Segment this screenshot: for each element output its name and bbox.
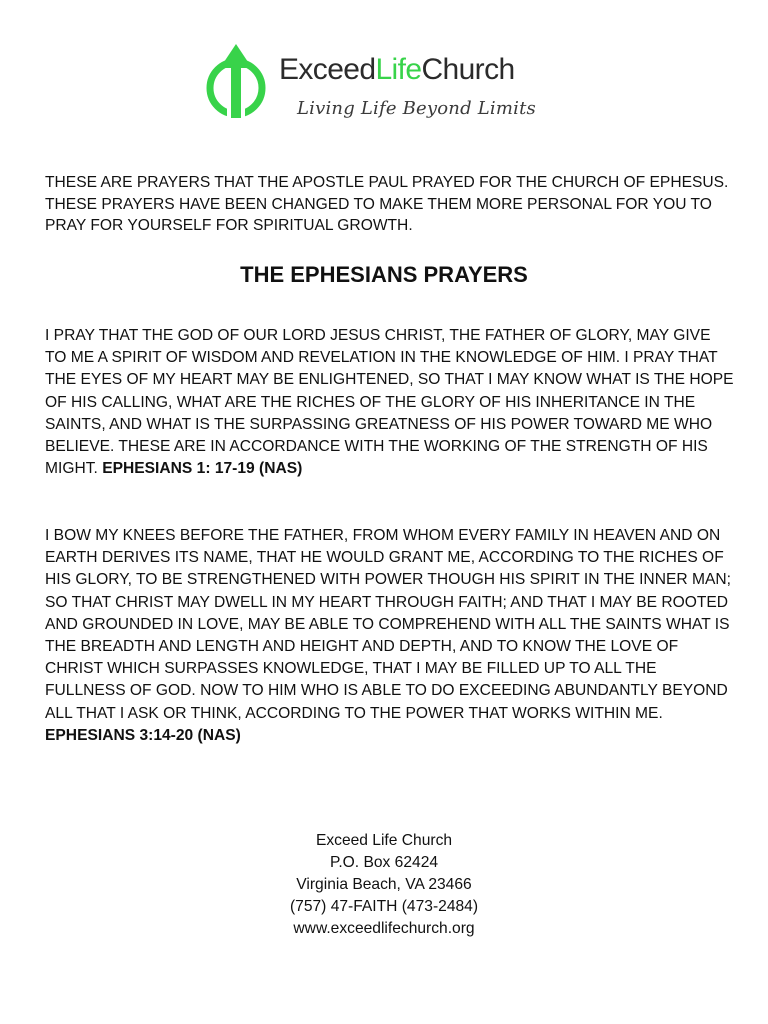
logo-word-church: Church [421, 53, 515, 86]
contact-po-box: P.O. Box 62424 [329, 854, 439, 871]
logo-word-exceed: Exceed [279, 53, 376, 86]
prayer-paragraph-1 [45, 325, 735, 480]
contact-website: www.exceedlifechurch.org [293, 920, 475, 937]
scripture-reference: EPHESIANS 1: 17-19 (NAS) [102, 460, 303, 478]
scripture-reference: EPHESIANS 3:14-20 (NAS) [45, 726, 241, 744]
prayer-text: I BOW MY KNEES BEFORE THE FATHER, FROM WHOM EVERY FAMILY IN HEAVEN AND ON EARTH DERIVES ITS NAME, THAT HE WOULD GRANT ME, ACCORDING TO THE RICHES OF HIS GLORY, TO BE STRENGTHENED WITH POWER THOUGH HIS SPIRIT IN THE INNER MAN; SO THAT CHRIST MAY DWELL IN MY HEART THROUGH FAITH; AND THAT I MAY BE ROOTED AND GROUNDED IN LOVE, MAY BE ABLE TO COMPREHEND WITH ALL THE SAINTS WHAT IS THE BREADTH AND LENGTH AND HEIGHT AND DEPTH, AND TO KNOW THE LOVE OF CHRIST WHICH SURPASSES KNOWLEDGE, THAT I MAY BE FILLED UP TO ALL THE FULLNESS OF GOD. NOW TO HIM WHO IS ABLE TO DO EXCEEDING ABUNDANTLY BEYOND ALL THAT I ASK OR THINK, ACCORDING TO THE POWER THAT WORKS WITHIN ME. [45, 527, 731, 722]
arrow-up-circle-icon [203, 42, 273, 122]
intro-paragraph: THESE ARE PRAYERS THAT THE APOSTLE PAUL PRAYED FOR THE CHURCH OF EPHESUS. THESE PRAYERS HAVE BEEN CHANGED TO MAKE THEM MORE PERSONAL FOR YOU TO PRAY FOR YOURSELF FOR SPIRITUAL GROWTH. [45, 174, 729, 234]
prayer-text: I PRAY THAT THE GOD OF OUR LORD JESUS CHRIST, THE FATHER OF GLORY, MAY GIVE TO ME A SPIRIT OF WISDOM AND REVELATION IN THE KNOWLEDGE OF HIM. I PRAY THAT THE EYES OF MY HEART MAY BE ENLIGHTENED, SO THAT I MAY KNOW WHAT IS THE HOPE OF HIS CALLING, WHAT ARE THE RICHES OF THE GLORY OF HIS INHERITANCE IN THE SAINTS, AND WHAT IS THE SURPASSING GREATNESS OF HIS POWER TOWARD ME WHO BELIEVE. THESE ARE IN ACCORDANCE WITH THE WORKING OF THE STRENGTH OF HIS MIGHT. [45, 327, 734, 478]
church-logo [203, 42, 573, 132]
logo-word-life: Life [375, 53, 422, 86]
contact-name: Exceed Life Church [315, 832, 453, 849]
contact-block [0, 830, 768, 940]
logo-tagline: Living Life Beyond Limits [297, 98, 536, 119]
church-logo-name [279, 52, 515, 88]
prayer-paragraph-2 [45, 525, 735, 747]
page-title: THE EPHESIANS PRAYERS [240, 262, 528, 287]
contact-city: Virginia Beach, VA 23466 [296, 876, 472, 893]
contact-phone: (757) 47-FAITH (473-2484) [289, 898, 479, 915]
